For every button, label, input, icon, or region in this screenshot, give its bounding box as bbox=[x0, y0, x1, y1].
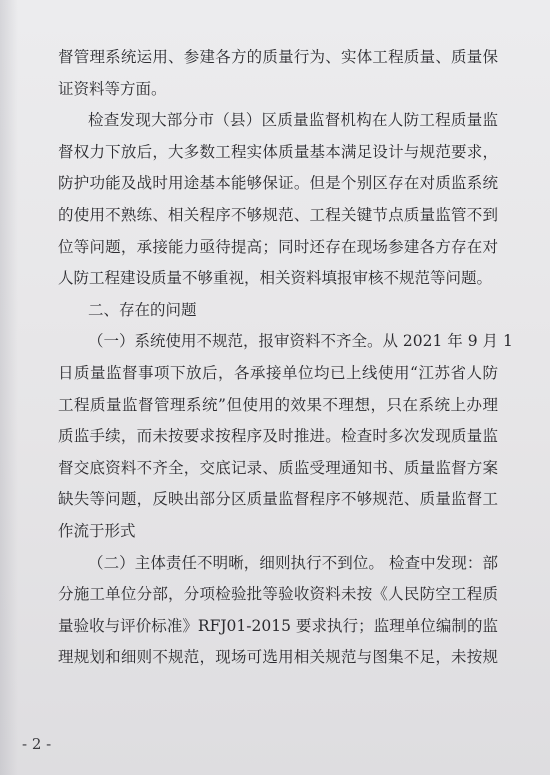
body-line-11: 日质量监督事项下放后，各承接单位均已上线使用“江苏省人防 bbox=[58, 363, 498, 382]
page-edge-shadow bbox=[0, 0, 18, 775]
body-line-8: 人防工程建设质量不够重视，相关资料填报审核不规范等问题。 bbox=[58, 269, 493, 288]
document-body bbox=[58, 42, 513, 674]
body-line-2: 证资料等方面。 bbox=[58, 79, 167, 98]
section-heading-issues: 二、存在的问题 bbox=[88, 300, 197, 319]
body-line-10: （一）系统使用不规范，报审资料不齐全。从 2021 年 9 月 1 bbox=[88, 332, 513, 351]
body-line-6: 的使用不熟练、相关程序不够规范、工程关键节点质量监管不到 bbox=[58, 205, 498, 224]
body-line-13: 质监手续，而未按要求按程序及时推进。检查时多次发现质量监 bbox=[58, 427, 498, 446]
body-line-12: 工程质量监督管理系统”但使用的效果不理想，只在系统上办理 bbox=[58, 395, 498, 414]
body-line-14: 督交底资料不齐全，交底记录、质监受理通知书、质量监督方案 bbox=[58, 458, 498, 477]
body-line-4: 督权力下放后，大多数工程实体质量基本满足设计与规范要求， bbox=[58, 142, 498, 161]
body-line-17: （二）主体责任不明晰，细则执行不到位。 检查中发现：部 bbox=[88, 553, 498, 572]
body-line-5: 防护功能及战时用途基本能够保证。但是个别区存在对质监系统 bbox=[58, 174, 498, 193]
body-line-15: 缺失等问题，反映出部分区质量监督程序不够规范、质量监督工 bbox=[58, 490, 498, 509]
body-line-20: 理规划和细则不规范，现场可选用相关规范与图集不足，未按规 bbox=[58, 648, 498, 667]
body-line-1: 督管理系统运用、参建各方的质量行为、实体工程质量、质量保 bbox=[58, 48, 498, 66]
body-line-7: 位等问题，承接能力亟待提高；同时还存在现场参建各方存在对 bbox=[58, 237, 498, 256]
body-line-3: 检查发现大部分市（县）区质量监督机构在人防工程质量监 bbox=[88, 111, 498, 130]
body-line-19: 量验收与评价标准》RFJ01-2015 要求执行；监理单位编制的监 bbox=[58, 616, 498, 635]
page-number: - 2 - bbox=[22, 735, 52, 753]
body-line-18: 分施工单位分部，分项检验批等验收资料未按《人民防空工程质 bbox=[58, 585, 498, 604]
body-line-16: 作流于形式 bbox=[58, 521, 136, 540]
